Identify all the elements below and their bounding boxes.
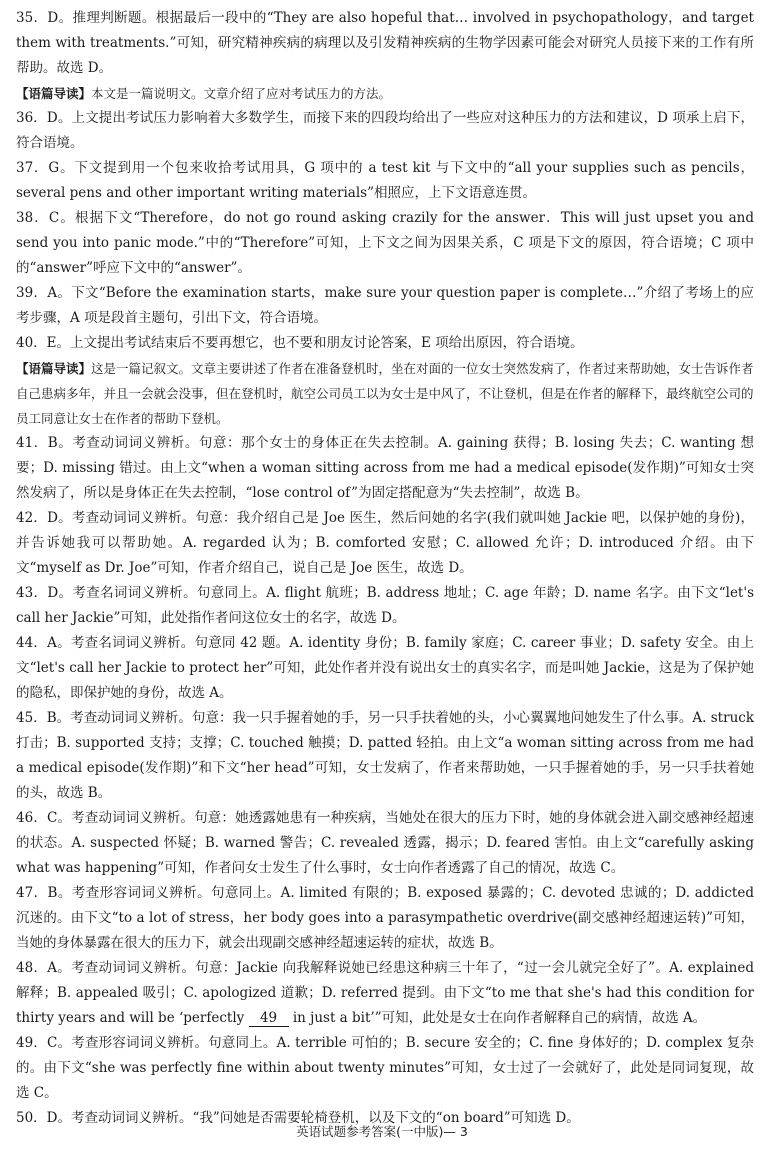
guide-text: 本文是一篇说明文。文章介绍了应对考试压力的方法。 [91,86,392,101]
passage-guide-2 [16,356,754,431]
answer-40: 40．E。上文提出考试结束后不要再想它，也不要和朋友讨论答案，E 项给出原因，符合语境。 [16,335,584,351]
guide-tag: 【语篇导读】 [16,361,92,376]
answer-36: 36．D。上文提出考试压力影响着大多数学生，而接下来的四段均给出了一些应对这种压力的方法和建议，D 项承上启下，符合语境。 [16,110,754,151]
guide-tag: 【语篇导读】 [16,86,92,101]
answer-46: 46．C。考查动词词义辨析。句意：她透露她患有一种疾病，当她处在很大的压力下时，她的身体就会进入副交感神经超速的状态。A. suspected 怀疑；B. warned 警告；C. revealed 透露，揭示；D. feared 害怕。由上文“carefully asking what was happening”可知，作者问女士发生了什么事时，女士向作者透露了自己的情况，故选 C。 [16,810,754,876]
answer-49: 49．C。考查形容词词义辨析。句意同上。A. terrible 可怕的；B. secure 安全的；C. fine 身体好的；D. complex 复杂的。由下文“she was perfectly fine within about twenty minutes”可知，女士过了一会就好了，此处是同词复现，故选 C。 [16,1035,754,1101]
answer-35: 35．D。推理判断题。根据最后一段中的“They are also hopeful that… involved in psychopathology，and target them with treatments.”可知，研究精神疾病的病理以及引发精神疾病的生物学因素可能会对研究人员接下来的工作有所帮助。故选 D。 [16,10,754,76]
answer-43: 43．D。考查名词词义辨析。句意同上。A. flight 航班；B. address 地址；C. age 年龄；D. name 名字。由下文“let's call her Jackie”可知，此处指作者问这位女士的名字，故选 D。 [16,585,754,626]
answer-48-text: 48．A。考查动词词义辨析。句意：Jackie 向我解释说她已经患这种病三十年了，“过一会儿就完全好了”。A. explained 解释；B. appealed 吸引；C. apologized 道歉；D. referred 提到。由下文“to me that she's had this condition for thirty years and will be ‘perfectly [16,960,754,1026]
page-footer: 英语试题参考答案(一中版)— 3 [296,1124,468,1139]
passage-guide-1 [16,81,754,106]
answer-42: 42．D。考查动词词义辨析。句意：我介绍自己是 Joe 医生，然后问她的名字(我们就叫她 Jackie 吧，以保护她的身份)，并告诉她我可以帮助她。A. regarded 认为；B. comforted 安慰；C. allowed 允许；D. introduced 介绍。由下文“myself as Dr. Joe”可知，作者介绍自己，说自己是 Joe 医生，故选 D。 [16,510,754,576]
answer-50: 50．D。考查动词词义辨析。“我”问她是否需要轮椅登机，以及下文的“on board”可知选 D。 [16,1110,580,1126]
answer-37: 37．G。下文提到用一个包来收拾考试用具，G 项中的 a test kit 与下文中的“all your supplies such as pencils，several pens and other important writing materials”相照应，上下文语意连贯。 [16,160,754,201]
answer-48-tail: in just a bit’”可知，此处是女士在向作者解释自己的病情，故选 A。 [288,1010,707,1026]
answer-39: 39．A。下文“Before the examination starts，make sure your question paper is complete…”介绍了考场上的应考步骤，A 项是段首主题句，引出下文，符合语境。 [16,285,754,326]
answer-38: 38．C。根据下文“Therefore，do not go round asking crazily for the answer．This will just upset you and send you into panic mode.”中的“Therefore”可知，上下文之间为因果关系，C 项是下文的原因，符合语境；C 项中的“answer”呼应下文中的“answer”。 [16,210,754,276]
answer-44: 44．A。考查名词词义辨析。句意同 42 题。A. identity 身份；B. family 家庭；C. career 事业；D. safety 安全。由上文“let's call her Jackie to protect her”可知，此处作者并没有说出女士的真实名字，而是叫她 Jackie，这是为了保护她的隐私，即保护她的身份，故选 A。 [16,635,754,701]
answer-45: 45．B。考查动词词义辨析。句意：我一只手握着她的手，另一只手扶着她的头，小心翼翼地问她发生了什么事。A. struck 打击；B. supported 支持；支撑；C. touched 触摸；D. patted 轻拍。由上文“a woman sitting across from me had a medical episode(发作期)”和下文“her head”可知，女士发病了，作者来帮助她，一只手握着她的手，另一只手扶着她的头，故选 B。 [16,710,754,801]
blank-49: 49 [249,1010,289,1027]
guide-text: 这是一篇记叙文。文章主要讲述了作者在准备登机时，坐在对面的一位女士突然发病了，作者过来帮助她，女士告诉作者自己患病多年，并且一会就会没事，但在登机时，航空公司员工以为女士是中风了，不让登机，但是在作者的解释下，最终航空公司的员工同意让女士在作者的帮助下登机。 [16,361,754,426]
answer-47: 47．B。考查形容词词义辨析。句意同上。A. limited 有限的；B. exposed 暴露的；C. devoted 忠诚的；D. addicted 沉迷的。由下文“to a lot of stress，her body goes into a parasympathetic overdrive(副交感神经超速运转)”可知，当她的身体暴露在很大的压力下，就会出现副交感神经超速运转的症状，故选 B。 [16,885,754,951]
answer-48 [16,956,754,1031]
answer-41: 41．B。考查动词词义辨析。句意：那个女士的身体正在失去控制。A. gaining 获得；B. losing 失去；C. wanting 想要；D. missing 错过。由上文“when a woman sitting across from me had a medical episode(发作期)”可知女士突然发病了，所以是身体正在失去控制，“lose control of”为固定搭配意为“失去控制”，故选 B。 [16,435,754,501]
